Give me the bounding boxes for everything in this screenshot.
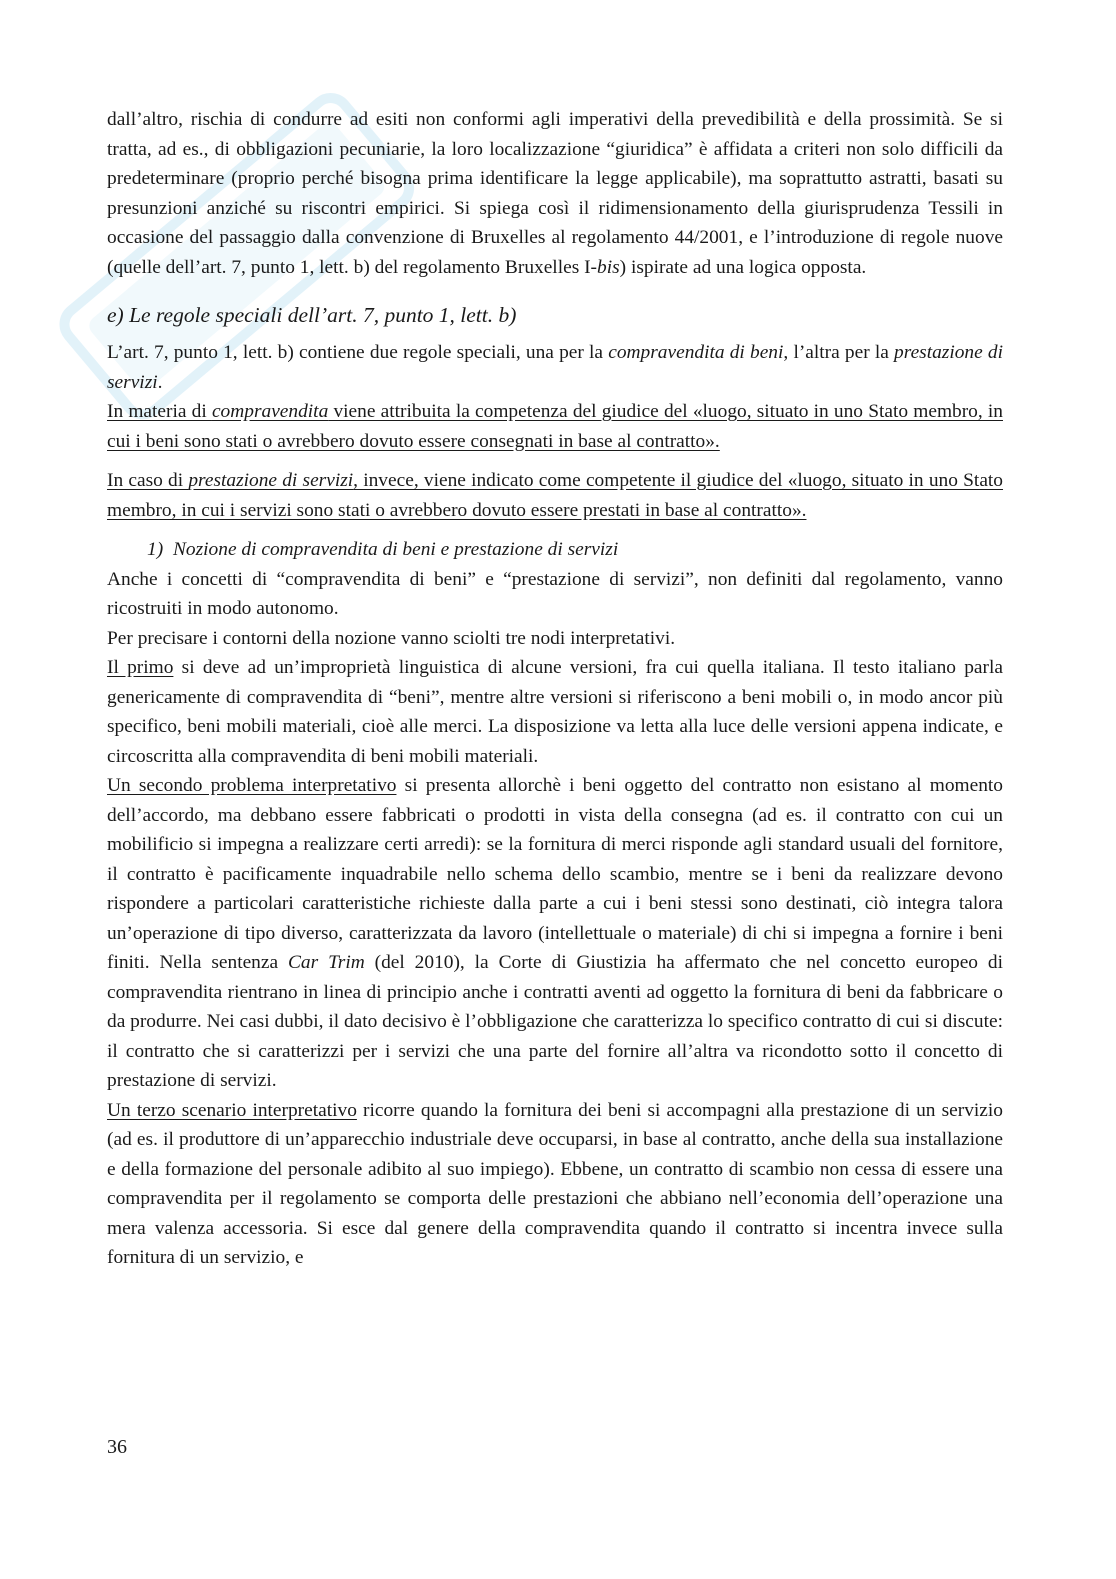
subsection-number: 1): [147, 539, 164, 560]
underlined-paragraph: In caso di prestazione di servizi, invece, viene indicato come competente il giudice del «luogo, situato in uno Stato membro, in cui i servizi sono stati o avrebbero dovuto essere prestati in base al contratto».: [107, 470, 1004, 521]
italic-term: prestazione di servizi: [188, 470, 354, 491]
page-number: 36: [107, 1436, 127, 1458]
section-heading: e) Le regole speciali dell’art. 7, punto 1, lett. b): [107, 303, 517, 327]
subsection-title: Nozione di compravendita di beni e prestazione di servizi: [173, 539, 619, 560]
italic-term: Car Trim: [288, 952, 365, 973]
document-body: [107, 105, 1003, 1273]
italic-term: prestazione di servizi: [107, 342, 1004, 393]
underlined-paragraph: In materia di compravendita viene attribuita la competenza del giudice del «luogo, situato in uno Stato membro, in cui i beni sono stati o avrebbero dovuto essere consegnati in base al contratto».: [107, 401, 1003, 452]
italic-term: bis: [597, 256, 620, 278]
paragraph: dall’altro, rischia di condurre ad esiti non conformi agli imperativi della prevedibilità e della prossimità. Se si tratta, ad es., di obbligazioni pecuniarie, la loro localizzazione “giuridica” è affidata a criteri non solo difficili da predeterminare (proprio perché bisogna prima identificare la legge applicabile), ma soprattutto astratti, basati su presunzioni anziché su riscontri empirici. Si spiega così il ridimensionamento della giurisprudenza Tessili in occasione del passaggio dalla convenzione di Bruxelles al regolamento 44/2001, e l’introduzione di regole nuove (quelle dell’art. 7, punto 1, lett. b) del regolamento Bruxelles I-bis) ispirate ad una logica opposta.: [107, 109, 1003, 278]
paragraph: Per precisare i contorni della nozione vanno sciolti tre nodi interpretativi.: [107, 627, 676, 649]
paragraph: L’art. 7, punto 1, lett. b) contiene due regole speciali, una per la compravendita di beni, l’altra per la prestazione di servizi.: [107, 342, 1004, 393]
paragraph: Un secondo problema interpretativo si presenta allorchè i beni oggetto del contratto non esistano al momento dell’accordo, ma debbano essere fabbricati o prodotti in vista della consegna (ad es. il contratto con cui un mobilificio si impegna a realizzare certi arredi): se la fornitura di merci risponde agli standard usuali del fornitore, il contratto è pacificamente inquadrabile nello schema dello scambio, mentre se i beni da realizzare devono rispondere a particolari caratteristiche richieste dalla parte a cui i beni stessi sono destinati, ciò integra talora un’operazione di tipo diverso, caratterizzata da lavoro (intellettuale o materiale) di chi si impegna a fornire i beni finiti. Nella sentenza Car Trim (del 2010), la Corte di Giustizia ha affermato che nel concetto europeo di compravendita rientrano in linea di principio anche i contratti aventi ad oggetto la fornitura di beni da fabbricare o da produrre. Nei casi dubbi, il dato decisivo è l’obbligazione che caratterizza lo specifico contratto di cui si discute: il contratto che si caratterizzi per i servizi che una parte del fornire all’altra va ricondotto sotto il concetto di prestazione di servizi.: [107, 775, 1003, 1091]
underlined-lead: Un secondo problema interpretativo: [107, 775, 397, 796]
underlined-lead: Un terzo scenario interpretativo: [107, 1099, 357, 1121]
paragraph: Un terzo scenario interpretativo ricorre quando la fornitura dei beni si accompagni alla prestazione di un servizio (ad es. il produttore di un’apparecchio industriale deve occuparsi, in base al contratto, anche della sua installazione e della formazione del personale adibito al suo impiego). Ebbene, un contratto di scambio non cessa di essere una compravendita per il regolamento se comporta delle prestazioni che abbiano nell’economia dell’operazione una mera valenza accessoria. Si esce dal genere della compravendita quando il contratto si incentra invece sulla fornitura di un servizio, e: [107, 1099, 1003, 1268]
italic-term: compravendita di beni: [608, 342, 784, 363]
paragraph: Il primo si deve ad un’improprietà linguistica di alcune versioni, fra cui quella italiana. Il testo italiano parla genericamente di compravendita di “beni”, mentre altre versioni si riferiscono a beni mobili o, in modo ancor più specifico, beni mobili materiali, cioè alle merci. La disposizione va letta alla luce delle versioni appena indicate, e circoscritta alla compravendita di beni mobili materiali.: [107, 657, 1003, 767]
subsection-heading: [147, 535, 1003, 565]
italic-term: compravendita: [211, 401, 329, 422]
paragraph: Anche i concetti di “compravendita di beni” e “prestazione di servizi”, non definiti dal regolamento, vanno ricostruiti in modo autonomo.: [107, 568, 1003, 619]
underlined-lead: Il primo: [107, 657, 174, 678]
